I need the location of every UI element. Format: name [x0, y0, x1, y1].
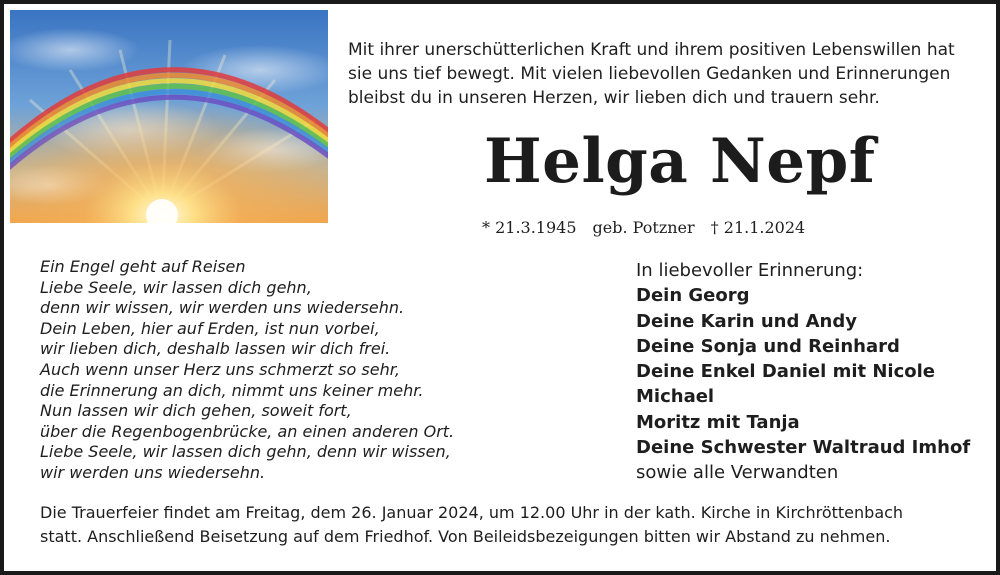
poem-line: über die Regenbogenbrücke, an einen anderen Ort. — [40, 421, 455, 441]
poem-line: Dein Leben, hier auf Erden, ist nun vorbei, — [40, 318, 380, 338]
poem-line: wir lieben dich, deshalb lassen wir dich frei. — [40, 339, 391, 359]
mourners-heading: In liebevoller Erinnerung: — [636, 260, 864, 281]
death-date: † 21.1.2024 — [710, 218, 806, 237]
mourner-name: Deine Schwester Waltraud Imhof — [636, 437, 971, 459]
funeral-details — [40, 501, 990, 549]
funeral-details-line: Die Trauerfeier findet am Freitag, dem 26. Januar 2024, um 12.00 Uhr in der kath. Kirche in Kirchröttenbach — [40, 503, 904, 522]
poem-line: die Erinnerung an dich, nimmt uns keiner mehr. — [40, 380, 424, 400]
poem-line: Auch wenn unser Herz uns schmerzt so sehr, — [40, 359, 400, 379]
mourner-name: Dein Georg — [636, 285, 750, 307]
rainbow-sky-photo — [10, 10, 328, 223]
intro-line: bleibst du in unseren Herzen, wir lieben dich und trauern sehr. — [348, 88, 880, 108]
deceased-name: Helga Nepf — [484, 126, 876, 197]
intro-line: Mit ihrer unerschütterlichen Kraft und ihrem positiven Lebenswillen hat — [348, 40, 955, 60]
intro-line: sie uns tief bewegt. Mit vielen liebevollen Gedanken und Erinnerungen — [348, 64, 951, 84]
poem — [40, 257, 520, 484]
poem-line: Ein Engel geht auf Reisen — [40, 257, 246, 276]
funeral-details-line: statt. Anschließend Beisetzung auf dem Friedhof. Von Beileidsbezeigungen bitten wir Abstand zu nehmen. — [40, 527, 891, 546]
maiden-name: geb. Potzner — [592, 218, 695, 237]
poem-line: Nun lassen wir dich gehen, soweit fort, — [40, 401, 352, 421]
birth-date: * 21.3.1945 — [482, 218, 577, 237]
mourner-name: Deine Enkel Daniel mit Nicole — [636, 361, 936, 383]
mourner-name: Michael — [636, 386, 715, 408]
poem-line: Liebe Seele, wir lassen dich gehn, — [40, 277, 312, 297]
poem-line: Liebe Seele, wir lassen dich gehn, denn wir wissen, — [40, 442, 451, 462]
mourner-name: Deine Sonja und Reinhard — [636, 335, 900, 357]
poem-line: denn wir wissen, wir werden uns wiedersehn. — [40, 298, 405, 318]
mourner-name: Moritz mit Tanja — [636, 411, 800, 433]
mourners-closing: sowie alle Verwandten — [636, 462, 839, 484]
intro-text — [348, 38, 988, 110]
mourner-name: Deine Karin und Andy — [636, 310, 857, 332]
poem-line: wir werden uns wiedersehn. — [40, 462, 266, 482]
life-dates — [482, 217, 805, 239]
mourners-list — [636, 258, 996, 486]
